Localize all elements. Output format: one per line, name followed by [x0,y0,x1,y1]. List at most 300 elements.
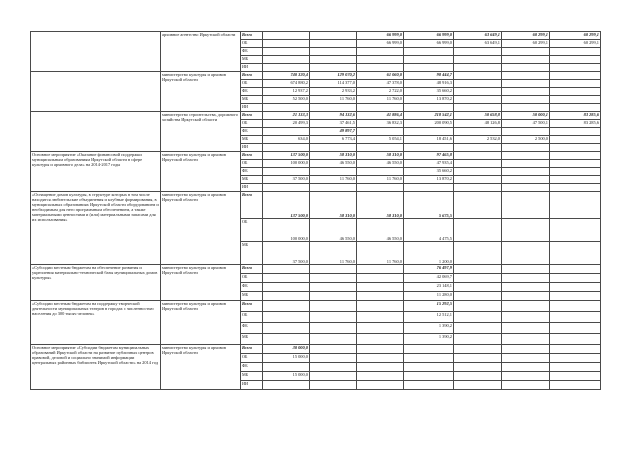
amount-cell [502,274,550,283]
amount-cell: 60 299,1 [502,40,550,48]
funding-source-cell: Всего [241,32,263,40]
table-row [31,345,601,354]
amount-cell [263,283,310,292]
measure-name-cell: «Оснащение домов культуры, в структуре которых в том числе находятся любительские объединения и клубные формирования, в муниципальных образованиях Иркутской области оборудованием и необходимым для него программным обеспечением, а также материальными ценностями и (или) материальными запасами для их использования» [31,192,161,265]
amount-cell [550,219,601,242]
amount-cell: 15 000,0 [263,372,310,381]
funding-source-cell: ОБ [241,312,263,323]
amount-cell: 35 660,2 [404,168,454,176]
amount-cell [310,381,357,390]
amount-cell: 98 444,7 [404,72,454,80]
amount-cell [357,381,404,390]
amount-cell [502,283,550,292]
table-row [31,152,601,160]
funding-source-cell: ФБ [241,168,263,176]
amount-cell [550,301,601,312]
amount-cell [550,312,601,323]
funding-source-cell: ОБ [241,120,263,128]
amount-cell [454,160,502,168]
amount-cell [550,136,601,144]
funding-source-cell: ФБ [241,283,263,292]
amount-cell [454,372,502,381]
amount-cell: 58 310,0 [357,192,404,219]
funding-source-cell: МБ [241,96,263,104]
amount-cell: 200 090,5 [404,120,454,128]
amount-cell [263,144,310,152]
table-row [31,301,601,312]
amount-cell: 76 497,9 [404,265,454,274]
amount-cell [454,292,502,301]
funding-source-cell: ОБ [241,274,263,283]
funding-source-cell: ОБ [241,354,263,363]
amount-cell [454,176,502,184]
table-row [31,32,601,40]
amount-cell [502,56,550,64]
executor-cell: министерство культуры и архивов Иркутской области [161,192,241,265]
amount-cell [357,323,404,334]
amount-cell: 60 299,1 [550,32,601,40]
amount-cell [310,334,357,345]
amount-cell [310,372,357,381]
funding-source-cell: ОБ [241,80,263,88]
amount-cell [357,265,404,274]
funding-source-cell: Всего [241,192,263,219]
amount-cell: 11 760,0 [357,176,404,184]
amount-cell [263,323,310,334]
amount-cell: 6 773,4 [310,136,357,144]
amount-cell [310,283,357,292]
amount-cell [550,176,601,184]
amount-cell: 137 500,0 [263,192,310,219]
amount-cell [357,363,404,372]
funding-source-cell: ИИ [241,104,263,112]
amount-cell: 11 760,0 [310,242,357,265]
amount-cell [357,292,404,301]
amount-cell [502,312,550,323]
amount-cell [357,128,404,136]
amount-cell: 48 126,8 [454,120,502,128]
amount-cell: 48 916,3 [404,80,454,88]
funding-source-cell: МБ [241,136,263,144]
amount-cell [404,64,454,72]
amount-cell: 60 299,1 [550,40,601,48]
amount-cell [263,32,310,40]
amount-cell: 100 000,0 [263,160,310,168]
amount-cell: 46 550,0 [310,219,357,242]
table-row [31,265,601,274]
funding-source-cell: ФБ [241,363,263,372]
measure-name-cell [31,32,161,72]
amount-cell [550,192,601,219]
amount-cell [263,363,310,372]
amount-cell: 83 285,6 [550,112,601,120]
amount-cell: 11 760,0 [357,242,404,265]
amount-cell [550,168,601,176]
amount-cell [310,265,357,274]
amount-cell: 61 060,0 [357,72,404,80]
amount-cell: 137 500,0 [263,152,310,160]
amount-cell [502,301,550,312]
funding-source-cell: ФБ [241,323,263,334]
amount-cell: 46 550,0 [357,219,404,242]
amount-cell [404,354,454,363]
amount-cell [454,265,502,274]
amount-cell: 60 299,1 [502,32,550,40]
funding-source-cell: Всего [241,152,263,160]
funding-source-cell: Всего [241,301,263,312]
amount-cell [310,323,357,334]
amount-cell [263,64,310,72]
amount-cell: 13 870,2 [404,96,454,104]
amount-cell [454,96,502,104]
amount-cell: 97 465,8 [404,152,454,160]
amount-cell [502,334,550,345]
amount-cell [502,242,550,265]
amount-cell [357,144,404,152]
amount-cell [502,292,550,301]
budget-allocation-table [30,31,601,390]
amount-cell [550,184,601,192]
amount-cell [550,96,601,104]
amount-cell [357,312,404,323]
funding-source-cell: ФБ [241,48,263,56]
amount-cell [310,354,357,363]
amount-cell [502,88,550,96]
measure-name-cell: «Субсидии местным бюджетам на поддержку творческой деятельности муниципальных театров в городах с численностью населения до 300 тысяч человек» [31,301,161,345]
amount-cell [502,345,550,354]
amount-cell [404,48,454,56]
amount-cell: 11 760,0 [310,176,357,184]
amount-cell [502,265,550,274]
amount-cell [454,301,502,312]
amount-cell [502,80,550,88]
amount-cell: 35 660,2 [404,88,454,96]
amount-cell [502,144,550,152]
amount-cell [357,274,404,283]
amount-cell: 47 378,0 [357,80,404,88]
executor-cell: министерство культуры и архивов Иркутской области [161,345,241,390]
amount-cell [502,96,550,104]
amount-cell [550,274,601,283]
amount-cell: 13 870,2 [404,176,454,184]
funding-source-cell: ОБ [241,219,263,242]
funding-source-cell: ФБ [241,128,263,136]
amount-cell [404,144,454,152]
amount-cell: 37 461,5 [310,120,357,128]
funding-source-cell: Всего [241,112,263,120]
amount-cell [357,104,404,112]
amount-cell: 66 999,0 [357,32,404,40]
amount-cell [357,301,404,312]
amount-cell: 50 000,1 [502,112,550,120]
amount-cell: 114 377,0 [310,80,357,88]
amount-cell [404,128,454,136]
amount-cell: 66 999,0 [357,40,404,48]
amount-cell [550,323,601,334]
amount-cell [502,184,550,192]
amount-cell [454,312,502,323]
amount-cell: 37 500,0 [263,176,310,184]
amount-cell: 52 500,0 [263,96,310,104]
amount-cell: 5 054,1 [357,136,404,144]
amount-cell [263,48,310,56]
amount-cell [550,242,601,265]
funding-source-cell: Всего [241,345,263,354]
amount-cell [357,345,404,354]
amount-cell [310,48,357,56]
amount-cell [550,283,601,292]
amount-cell [454,64,502,72]
amount-cell [550,152,601,160]
amount-cell [502,219,550,242]
amount-cell [263,381,310,390]
amount-cell [502,152,550,160]
funding-source-cell: ФБ [241,88,263,96]
amount-cell: 18 451,6 [404,136,454,144]
amount-cell [404,372,454,381]
funding-source-cell: Всего [241,72,263,80]
amount-cell [550,345,601,354]
amount-cell [454,283,502,292]
amount-cell [263,184,310,192]
measure-name-cell [31,72,161,112]
amount-cell: 5 675,5 [404,192,454,219]
amount-cell: 23 148,1 [404,283,454,292]
amount-cell: 1 390,2 [404,323,454,334]
amount-cell [502,48,550,56]
amount-cell: 740 320,4 [263,72,310,80]
funding-source-cell: ИИ [241,144,263,152]
amount-cell [454,363,502,372]
amount-cell: 58 310,0 [310,192,357,219]
amount-cell [550,64,601,72]
amount-cell: 1 390,2 [404,334,454,345]
funding-source-cell: МБ [241,176,263,184]
amount-cell [550,292,601,301]
amount-cell [454,184,502,192]
amount-cell [404,381,454,390]
amount-cell: 129 070,2 [310,72,357,80]
amount-cell [310,64,357,72]
amount-cell [310,32,357,40]
amount-cell: 2 500,0 [502,136,550,144]
amount-cell [454,219,502,242]
executor-cell: министерство культуры и архивов Иркутской области [161,301,241,345]
amount-cell [550,160,601,168]
amount-cell: 11 760,0 [357,96,404,104]
amount-cell [263,265,310,274]
amount-cell [454,88,502,96]
amount-cell [454,334,502,345]
funding-source-cell: ОБ [241,40,263,48]
amount-cell [404,56,454,64]
amount-cell [357,334,404,345]
amount-cell: 634,0 [263,136,310,144]
amount-cell: 12 512,1 [404,312,454,323]
funding-source-cell: МБ [241,242,263,265]
scanned-budget-page [30,31,600,386]
amount-cell [502,192,550,219]
executor-cell: министерство культуры и архивов Иркутской области [161,265,241,301]
funding-source-cell: ИИ [241,381,263,390]
amount-cell [404,345,454,354]
amount-cell [502,64,550,72]
amount-cell: 100 000,0 [263,219,310,242]
amount-cell [310,363,357,372]
amount-cell: 46 550,0 [357,160,404,168]
amount-cell: 42 069,7 [404,274,454,283]
amount-cell: 47 500,1 [502,120,550,128]
amount-cell: 15 000,0 [263,354,310,363]
amount-cell [310,184,357,192]
amount-cell [357,372,404,381]
amount-cell [310,144,357,152]
amount-cell [550,354,601,363]
amount-cell [550,88,601,96]
amount-cell [502,381,550,390]
amount-cell [550,381,601,390]
amount-cell [550,363,601,372]
amount-cell [310,168,357,176]
funding-source-cell: МБ [241,292,263,301]
amount-cell [263,40,310,48]
amount-cell: 218 542,1 [404,112,454,120]
amount-cell [454,192,502,219]
amount-cell [310,345,357,354]
funding-source-cell: Всего [241,265,263,274]
amount-cell [454,242,502,265]
amount-cell [502,104,550,112]
amount-cell: 15 292,5 [404,301,454,312]
funding-source-cell: МБ [241,56,263,64]
amount-cell [310,301,357,312]
measure-name-cell: «Субсидии местным бюджетам на обеспечение развития и укрепления материально-технической базы муниципальных домов культуры» [31,265,161,301]
measure-name-cell: Основное мероприятие «Оказание финансовой поддержки муниципальным образованиям Иркутской области в сфере культуры и архивного дела» на 2014-2017 годы [31,152,161,192]
amount-cell [550,104,601,112]
amount-cell: 37 500,0 [263,242,310,265]
amount-cell: 30 000,0 [263,345,310,354]
amount-cell [454,48,502,56]
amount-cell: 94 132,6 [310,112,357,120]
amount-cell [310,274,357,283]
amount-cell: 83 285,6 [550,120,601,128]
amount-cell: 58 310,0 [310,152,357,160]
amount-cell [310,312,357,323]
amount-cell: 674 880,2 [263,80,310,88]
amount-cell: 58 310,0 [357,152,404,160]
amount-cell [454,80,502,88]
amount-cell [454,56,502,64]
amount-cell: 2 532,0 [454,136,502,144]
amount-cell [310,104,357,112]
amount-cell [454,168,502,176]
amount-cell: 4 475,5 [404,219,454,242]
amount-cell [404,363,454,372]
amount-cell [454,323,502,334]
amount-cell [454,354,502,363]
funding-source-cell: ИИ [241,184,263,192]
amount-cell [454,144,502,152]
amount-cell: 2 933,2 [310,88,357,96]
amount-cell [454,152,502,160]
amount-cell [550,144,601,152]
executor-cell: министерство культуры и архивов Иркутской области [161,72,241,112]
amount-cell [550,80,601,88]
amount-cell [454,72,502,80]
amount-cell: 66 999,0 [404,40,454,48]
amount-cell [502,363,550,372]
table-row [31,72,601,80]
amount-cell [502,372,550,381]
amount-cell: 2 722,0 [357,88,404,96]
amount-cell: 66 999,0 [404,32,454,40]
amount-cell [502,168,550,176]
measure-name-cell: Основное мероприятие «Субсидии бюджетам муниципальных образований Иркутской области на развитие публичных центров правовой, деловой и социально значимой информации центральных районных библиотек Иркутской области» на 2014 год [31,345,161,390]
amount-cell [502,354,550,363]
amount-cell: 46 550,0 [310,160,357,168]
funding-source-cell: МБ [241,372,263,381]
measure-name-cell [31,112,161,152]
amount-cell [502,160,550,168]
amount-cell [310,292,357,301]
amount-cell [357,64,404,72]
amount-cell: 41 886,4 [357,112,404,120]
amount-cell [550,265,601,274]
amount-cell [310,40,357,48]
amount-cell [550,334,601,345]
amount-cell [454,274,502,283]
funding-source-cell: ОБ [241,160,263,168]
amount-cell: 20 499,3 [263,120,310,128]
amount-cell [357,48,404,56]
amount-cell [357,354,404,363]
amount-cell [502,72,550,80]
amount-cell [263,168,310,176]
amount-cell [502,128,550,136]
amount-cell [263,274,310,283]
amount-cell [550,72,601,80]
amount-cell: 63 649,1 [454,32,502,40]
amount-cell [454,381,502,390]
funding-source-cell: ИИ [241,64,263,72]
amount-cell: 11 760,0 [310,96,357,104]
table-row [31,192,601,219]
amount-cell [550,372,601,381]
amount-cell: 50 658,8 [454,112,502,120]
amount-cell [357,283,404,292]
amount-cell: 21 133,3 [263,112,310,120]
amount-cell [263,128,310,136]
amount-cell [550,48,601,56]
amount-cell [263,301,310,312]
amount-cell: 49 897,7 [310,128,357,136]
amount-cell: 12 937,2 [263,88,310,96]
amount-cell: 47 935,4 [404,160,454,168]
table-row [31,112,601,120]
executor-cell: архивное агентство Иркутской области [161,32,241,72]
amount-cell [502,323,550,334]
amount-cell [357,184,404,192]
amount-cell: 36 832,3 [357,120,404,128]
amount-cell [550,56,601,64]
amount-cell: 63 649,1 [454,40,502,48]
amount-cell [404,184,454,192]
amount-cell [263,334,310,345]
amount-cell [454,128,502,136]
executor-cell: министерство строительства, дорожного хозяйства Иркутской области [161,112,241,152]
amount-cell [263,292,310,301]
amount-cell [404,104,454,112]
